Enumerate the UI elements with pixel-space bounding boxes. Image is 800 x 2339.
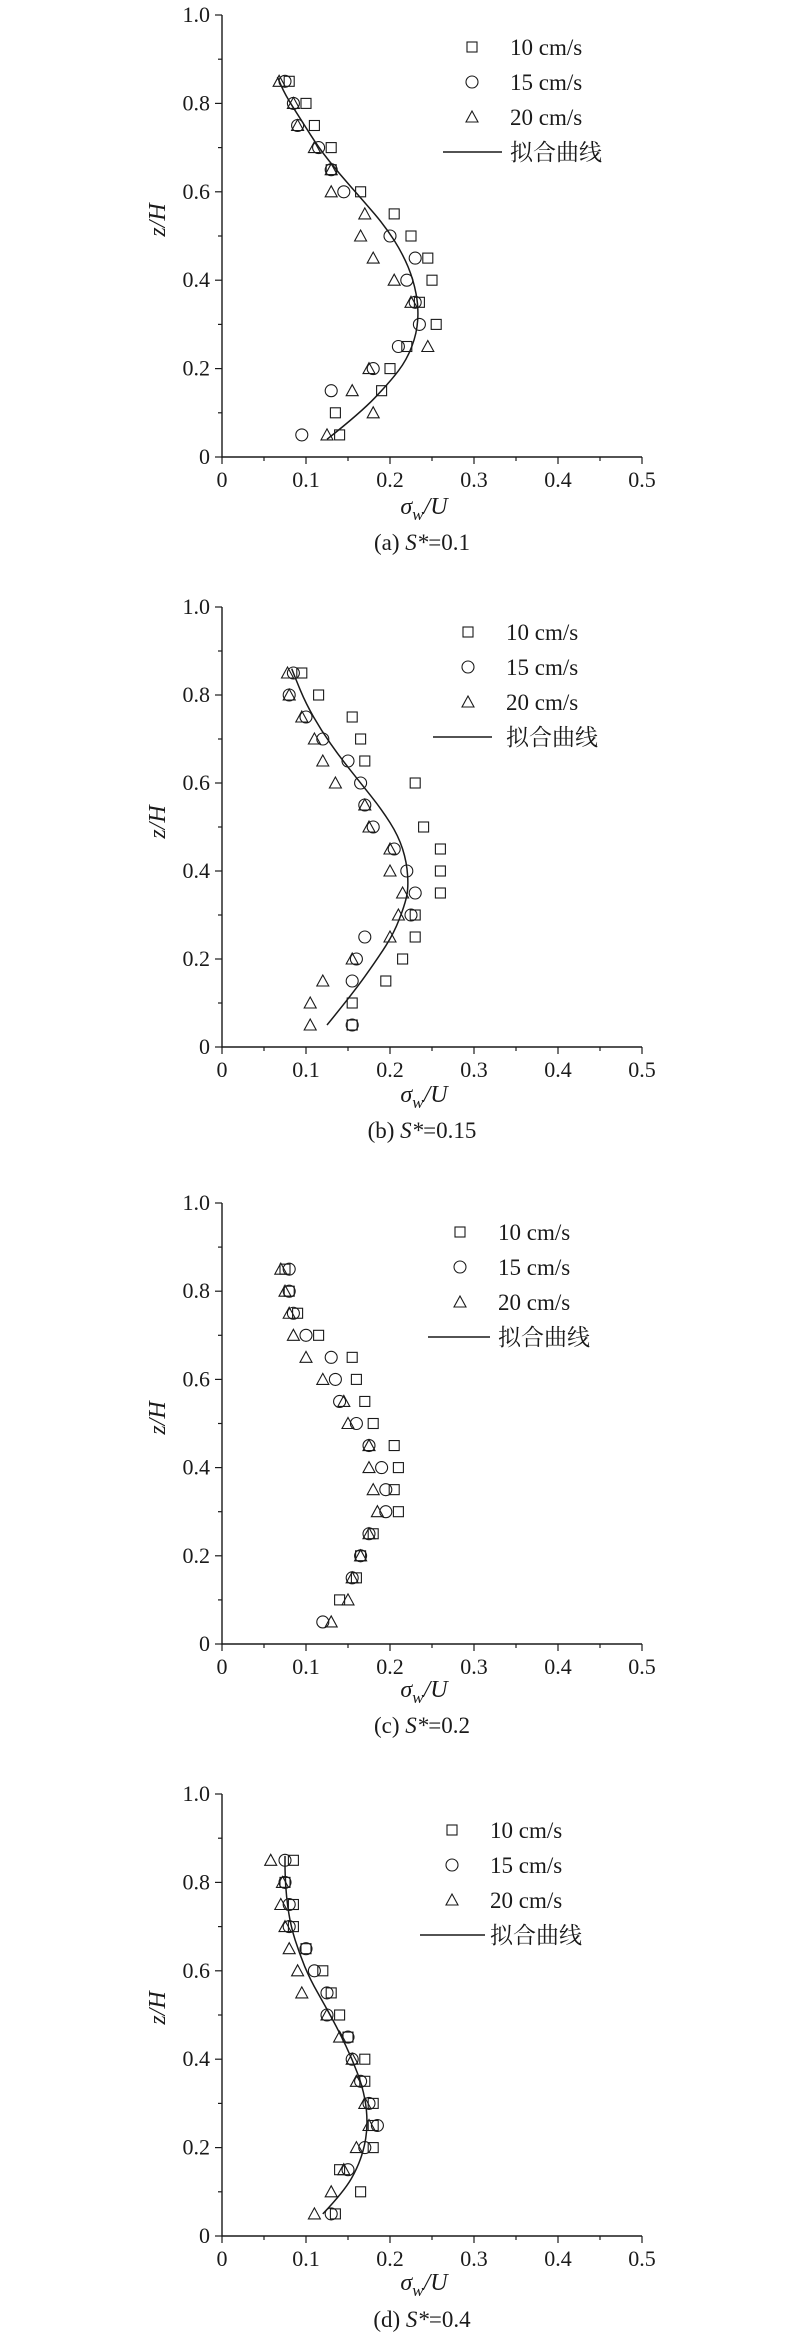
legend-label: 15 cm/s bbox=[506, 655, 579, 680]
data-point-square bbox=[381, 976, 391, 986]
data-point-triangle bbox=[292, 1965, 304, 1976]
x-tick-label: 0.1 bbox=[292, 2246, 320, 2271]
panel-caption bbox=[373, 2307, 471, 2332]
caption-variable: S* bbox=[405, 530, 429, 555]
y-tick-label: 0.4 bbox=[182, 858, 210, 883]
caption-prefix: (b) bbox=[367, 1118, 401, 1143]
caption-value: =0.1 bbox=[428, 530, 471, 555]
data-point-square bbox=[435, 844, 445, 854]
data-point-circle bbox=[346, 975, 358, 987]
y-tick-label: 0 bbox=[199, 1631, 210, 1656]
x-tick-label: 0.5 bbox=[628, 1057, 656, 1082]
data-point-square bbox=[309, 121, 319, 131]
data-point-circle bbox=[409, 887, 421, 899]
data-point-triangle bbox=[367, 252, 379, 263]
caption-value: =0.4 bbox=[428, 2307, 471, 2332]
x-axis-label-symbol: σ bbox=[400, 1677, 413, 1703]
y-tick-label: 0 bbox=[199, 444, 210, 469]
x-tick-label: 0.1 bbox=[292, 467, 320, 492]
legend-marker-circle bbox=[462, 661, 474, 673]
x-tick-label: 0.3 bbox=[460, 2246, 488, 2271]
data-point-square bbox=[314, 690, 324, 700]
data-point-square bbox=[314, 1330, 324, 1340]
legend-marker-square bbox=[447, 1825, 457, 1835]
data-point-circle bbox=[300, 711, 312, 723]
x-tick-label: 0.2 bbox=[376, 1057, 404, 1082]
x-axis-label-tail: /U bbox=[423, 494, 448, 520]
x-tick-label: 0.1 bbox=[292, 1057, 320, 1082]
x-tick-label: 0.3 bbox=[460, 1057, 488, 1082]
x-axis-label bbox=[400, 494, 449, 524]
data-point-triangle bbox=[363, 1462, 375, 1473]
x-axis-label-subscript: w bbox=[412, 505, 424, 524]
data-point-square bbox=[435, 888, 445, 898]
legend-marker-triangle bbox=[454, 1296, 466, 1307]
data-point-triangle bbox=[342, 1594, 354, 1605]
x-axis-label-tail: /U bbox=[423, 1082, 448, 1108]
data-point-square bbox=[360, 1396, 370, 1406]
data-point-circle bbox=[300, 1329, 312, 1341]
x-tick-label: 0.2 bbox=[376, 1654, 404, 1679]
data-point-triangle bbox=[283, 1943, 295, 1954]
data-point-circle bbox=[359, 799, 371, 811]
caption-value: =0.2 bbox=[428, 1713, 471, 1738]
x-axis-label-tail: /U bbox=[423, 1677, 448, 1703]
x-tick-label: 0.3 bbox=[460, 467, 488, 492]
legend-label: 20 cm/s bbox=[498, 1290, 571, 1315]
x-axis-label-symbol: σ bbox=[400, 494, 413, 520]
legend-label-fit: 拟合曲线 bbox=[506, 725, 598, 750]
x-tick-label: 0.5 bbox=[628, 467, 656, 492]
caption-variable: S* bbox=[400, 1118, 424, 1143]
caption-prefix: (c) bbox=[373, 1713, 406, 1738]
panel-caption bbox=[374, 530, 470, 555]
x-axis-label bbox=[400, 1082, 449, 1112]
legend bbox=[420, 1818, 582, 1948]
x-tick-label: 0.3 bbox=[460, 1654, 488, 1679]
data-point-triangle bbox=[367, 1484, 379, 1495]
y-tick-label: 0 bbox=[199, 2223, 210, 2248]
y-tick-label: 0.8 bbox=[182, 1278, 210, 1304]
y-tick-label: 0.6 bbox=[182, 1957, 210, 1983]
data-point-circle bbox=[325, 385, 337, 397]
data-point-square bbox=[393, 1507, 403, 1517]
data-point-circle bbox=[413, 318, 425, 330]
x-tick-label: 0.5 bbox=[628, 1654, 656, 1679]
y-tick-label: 1.0 bbox=[182, 2, 210, 27]
axes bbox=[222, 1203, 642, 1644]
data-point-circle bbox=[380, 1506, 392, 1518]
data-point-circle bbox=[405, 909, 417, 921]
data-point-circle bbox=[283, 1263, 295, 1275]
data-point-triangle bbox=[359, 208, 371, 219]
data-point-circle bbox=[317, 1616, 329, 1628]
chart-panel-2 bbox=[145, 594, 656, 1143]
caption-variable: S* bbox=[405, 1713, 429, 1738]
legend bbox=[433, 620, 598, 750]
legend-label: 20 cm/s bbox=[510, 105, 583, 130]
chart-panel-3 bbox=[145, 1190, 656, 1738]
data-point-square bbox=[301, 1944, 311, 1954]
legend-label-fit: 拟合曲线 bbox=[498, 1325, 590, 1350]
caption-prefix: (d) bbox=[373, 2307, 406, 2332]
data-point-triangle bbox=[296, 1987, 308, 1998]
data-point-circle bbox=[292, 120, 304, 132]
data-point-circle bbox=[325, 2208, 337, 2220]
panel-caption bbox=[374, 1713, 470, 1738]
data-point-circle bbox=[409, 296, 421, 308]
data-point-circle bbox=[321, 1987, 333, 1999]
data-point-square bbox=[423, 253, 433, 263]
data-point-square bbox=[351, 1374, 361, 1384]
legend-marker-circle bbox=[454, 1261, 466, 1273]
y-tick-label: 0.8 bbox=[182, 1869, 210, 1895]
chart-panel-1 bbox=[145, 2, 656, 555]
data-point-square bbox=[389, 1441, 399, 1451]
y-tick-label: 0.2 bbox=[182, 2134, 210, 2160]
data-point-circle bbox=[283, 1899, 295, 1911]
data-point-square bbox=[393, 1463, 403, 1473]
data-point-square bbox=[301, 98, 311, 108]
data-point-square bbox=[389, 209, 399, 219]
y-axis-label: z/H bbox=[145, 1991, 171, 2025]
legend-label: 15 cm/s bbox=[510, 70, 583, 95]
data-point-circle bbox=[367, 363, 379, 375]
data-point-square bbox=[368, 1419, 378, 1429]
caption-variable: S* bbox=[405, 2307, 429, 2332]
chart-panel-4 bbox=[145, 1781, 656, 2332]
legend-label-fit: 拟合曲线 bbox=[490, 1923, 582, 1948]
x-tick-label: 0.4 bbox=[544, 1654, 572, 1679]
x-axis-label-subscript: w bbox=[412, 1093, 424, 1112]
panel-caption bbox=[368, 1118, 477, 1143]
x-tick-label: 0.4 bbox=[544, 467, 572, 492]
data-point-circle bbox=[371, 2120, 383, 2132]
data-point-square bbox=[431, 319, 441, 329]
x-tick-label: 0 bbox=[216, 2246, 228, 2271]
y-tick-label: 1.0 bbox=[182, 1190, 210, 1215]
legend-label: 15 cm/s bbox=[498, 1255, 571, 1280]
data-point-circle bbox=[363, 1528, 375, 1540]
data-point-square bbox=[360, 756, 370, 766]
x-axis-label-tail: /U bbox=[423, 2270, 448, 2296]
data-point-square bbox=[347, 998, 357, 1008]
data-point-triangle bbox=[367, 407, 379, 418]
data-point-triangle bbox=[346, 385, 358, 396]
y-tick-label: 0.4 bbox=[182, 267, 210, 293]
y-axis-label: z/H bbox=[145, 805, 171, 839]
axes bbox=[222, 607, 642, 1047]
y-tick-label: 0.2 bbox=[182, 355, 210, 381]
y-tick-label: 0.6 bbox=[182, 178, 210, 204]
data-point-circle bbox=[384, 230, 396, 242]
y-tick-label: 0.8 bbox=[182, 682, 210, 707]
legend-label: 10 cm/s bbox=[498, 1220, 571, 1245]
data-point-square bbox=[347, 1352, 357, 1362]
data-point-circle bbox=[296, 429, 308, 441]
x-axis-label-symbol: σ bbox=[400, 2270, 413, 2296]
data-point-circle bbox=[334, 1395, 346, 1407]
data-point-triangle bbox=[265, 1854, 277, 1865]
data-point-circle bbox=[287, 1307, 299, 1319]
legend-label: 20 cm/s bbox=[506, 690, 579, 715]
y-tick-label: 0.8 bbox=[182, 90, 210, 116]
data-point-square bbox=[347, 712, 357, 722]
legend-marker-square bbox=[463, 627, 473, 637]
data-point-square bbox=[410, 778, 420, 788]
legend-marker-triangle bbox=[466, 111, 478, 122]
x-tick-label: 0.5 bbox=[628, 2246, 656, 2271]
data-point-triangle bbox=[276, 1876, 288, 1887]
y-tick-label: 0.6 bbox=[182, 770, 210, 795]
y-tick-label: 0.2 bbox=[182, 946, 210, 971]
data-point-circle bbox=[359, 931, 371, 943]
x-axis-label-symbol: σ bbox=[400, 1082, 413, 1108]
data-point-square bbox=[360, 2054, 370, 2064]
legend-marker-triangle bbox=[462, 696, 474, 707]
data-point-circle bbox=[329, 1373, 341, 1385]
data-point-circle bbox=[283, 1285, 295, 1297]
data-point-triangle bbox=[317, 755, 329, 766]
x-tick-label: 0.1 bbox=[292, 1654, 320, 1679]
x-tick-label: 0.2 bbox=[376, 467, 404, 492]
legend-label-fit: 拟合曲线 bbox=[510, 140, 602, 165]
data-point-circle bbox=[325, 1351, 337, 1363]
y-tick-label: 0.6 bbox=[182, 1366, 210, 1392]
y-axis-label: z/H bbox=[145, 1401, 171, 1435]
data-point-circle bbox=[350, 953, 362, 965]
data-point-square bbox=[356, 187, 366, 197]
y-tick-label: 0 bbox=[199, 1034, 210, 1059]
data-point-square bbox=[385, 364, 395, 374]
legend-marker-triangle bbox=[446, 1894, 458, 1905]
data-point-circle bbox=[283, 1921, 295, 1933]
y-tick-label: 1.0 bbox=[182, 1781, 210, 1806]
data-point-triangle bbox=[300, 1351, 312, 1362]
legend-label: 15 cm/s bbox=[490, 1853, 563, 1878]
data-point-square bbox=[330, 408, 340, 418]
data-point-circle bbox=[409, 252, 421, 264]
data-point-square bbox=[427, 275, 437, 285]
y-tick-label: 1.0 bbox=[182, 594, 210, 619]
series-square bbox=[280, 1855, 378, 2219]
legend bbox=[428, 1220, 590, 1350]
x-axis-label-subscript: w bbox=[412, 1688, 424, 1707]
data-point-triangle bbox=[384, 931, 396, 942]
data-point-circle bbox=[342, 2164, 354, 2176]
x-axis-label bbox=[400, 2270, 449, 2300]
data-point-circle bbox=[388, 843, 400, 855]
x-tick-label: 0.4 bbox=[544, 1057, 572, 1082]
data-point-square bbox=[347, 1020, 357, 1030]
legend-marker-circle bbox=[446, 1859, 458, 1871]
data-point-triangle bbox=[304, 1019, 316, 1030]
data-point-circle bbox=[283, 689, 295, 701]
data-point-triangle bbox=[308, 2208, 320, 2219]
data-point-square bbox=[406, 231, 416, 241]
data-point-circle bbox=[367, 821, 379, 833]
data-point-circle bbox=[392, 341, 404, 353]
data-point-circle bbox=[300, 1943, 312, 1955]
data-point-square bbox=[435, 866, 445, 876]
data-point-circle bbox=[346, 1019, 358, 1031]
legend-label: 10 cm/s bbox=[510, 35, 583, 60]
x-tick-label: 0.2 bbox=[376, 2246, 404, 2271]
data-point-square bbox=[419, 822, 429, 832]
data-point-triangle bbox=[388, 274, 400, 285]
x-tick-label: 0.4 bbox=[544, 2246, 572, 2271]
data-point-square bbox=[335, 2010, 345, 2020]
data-point-triangle bbox=[317, 1373, 329, 1384]
data-point-triangle bbox=[355, 230, 367, 241]
data-point-circle bbox=[380, 1484, 392, 1496]
data-point-circle bbox=[363, 1440, 375, 1452]
legend-marker-square bbox=[455, 1227, 465, 1237]
data-point-circle bbox=[401, 274, 413, 286]
y-tick-label: 0.2 bbox=[182, 1542, 210, 1568]
caption-prefix: (a) bbox=[373, 530, 406, 555]
legend-label: 20 cm/s bbox=[490, 1888, 563, 1913]
x-tick-label: 0 bbox=[216, 467, 228, 492]
legend-marker-square bbox=[467, 42, 477, 52]
series-triangle bbox=[275, 1263, 384, 1627]
data-point-circle bbox=[308, 1965, 320, 1977]
data-point-triangle bbox=[384, 865, 396, 876]
data-point-circle bbox=[376, 1462, 388, 1474]
data-point-triangle bbox=[304, 997, 316, 1008]
data-point-circle bbox=[342, 2031, 354, 2043]
x-tick-label: 0 bbox=[216, 1057, 228, 1082]
y-axis-label: z/H bbox=[145, 203, 171, 237]
legend-marker-circle bbox=[466, 76, 478, 88]
data-point-triangle bbox=[325, 186, 337, 197]
data-point-square bbox=[326, 143, 336, 153]
legend-label: 10 cm/s bbox=[506, 620, 579, 645]
data-point-circle bbox=[338, 186, 350, 198]
data-point-circle bbox=[355, 1550, 367, 1562]
data-point-square bbox=[284, 1286, 294, 1296]
data-point-triangle bbox=[321, 429, 333, 440]
data-point-square bbox=[356, 734, 366, 744]
legend-label: 10 cm/s bbox=[490, 1818, 563, 1843]
data-point-triangle bbox=[287, 1329, 299, 1340]
data-point-triangle bbox=[422, 341, 434, 352]
data-point-square bbox=[398, 954, 408, 964]
x-axis-label bbox=[400, 1677, 449, 1707]
data-point-circle bbox=[350, 1418, 362, 1430]
data-point-square bbox=[410, 932, 420, 942]
data-point-triangle bbox=[317, 975, 329, 986]
legend bbox=[443, 35, 602, 165]
x-axis-label-subscript: w bbox=[412, 2281, 424, 2300]
data-point-square bbox=[356, 2187, 366, 2197]
caption-value: =0.15 bbox=[423, 1118, 477, 1143]
data-point-circle bbox=[346, 1572, 358, 1584]
y-tick-label: 0.4 bbox=[182, 2046, 210, 2072]
data-point-triangle bbox=[329, 777, 341, 788]
x-tick-label: 0 bbox=[216, 1654, 228, 1679]
series-square bbox=[297, 668, 446, 1030]
data-point-triangle bbox=[325, 2186, 337, 2197]
y-tick-label: 0.4 bbox=[182, 1454, 210, 1480]
